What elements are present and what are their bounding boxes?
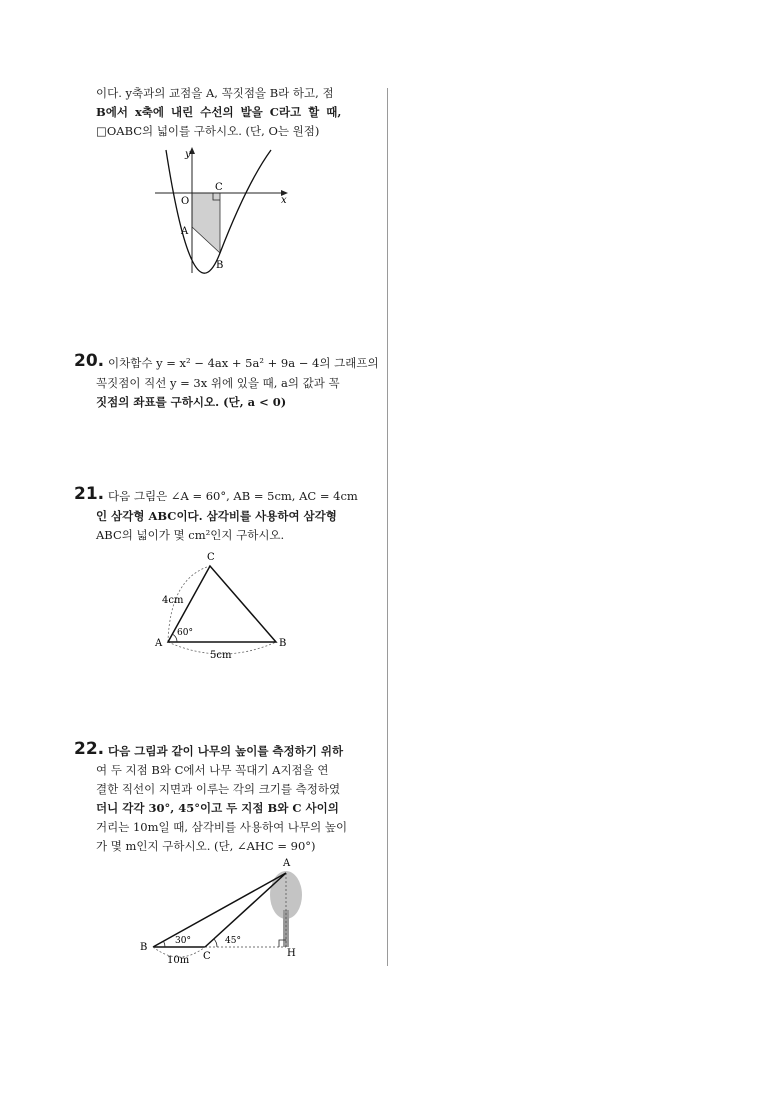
label-C: C <box>207 552 215 563</box>
question-number-22: 22. <box>74 739 105 759</box>
label-A: A <box>283 858 291 869</box>
label-angle-c: 45° <box>225 936 241 946</box>
q22-line-2: 여 두 지점 B와 C에서 나무 꼭대기 A지점을 연 <box>96 763 329 777</box>
q19-line-1: 이다. y축과의 교점을 A, 꼭짓점을 B라 하고, 점 <box>96 86 334 100</box>
q22-line-5: 거리는 10m일 때, 삼각비를 사용하여 나무의 높이 <box>96 820 348 834</box>
label-C: C <box>203 951 211 962</box>
x-axis-label: x <box>281 195 287 206</box>
q20-line-2: 꼭짓점이 직선 y = 3x 위에 있을 때, a의 값과 꼭 <box>96 376 340 390</box>
q20-line-3: 짓점의 좌표를 구하시오. (단, a < 0) <box>96 395 287 409</box>
label-angle-a: 60° <box>177 628 193 638</box>
y-axis-label: y <box>185 149 191 160</box>
question-number-20: 20. <box>74 351 105 371</box>
angle-b-arc <box>164 941 166 947</box>
angle-c-arc <box>214 939 218 948</box>
q21-line-3: ABC의 넓이가 몇 cm²인지 구하시오. <box>96 528 285 542</box>
q21-line-2: 인 삼각형 ABC이다. 삼각비를 사용하여 삼각형 <box>96 509 337 523</box>
triangle-figure <box>150 548 300 663</box>
label-bc-length: 10m <box>167 955 190 966</box>
q22-line-4: 더니 각각 30°, 45°이고 두 지점 B와 C 사이의 <box>96 801 339 815</box>
q22-line-3: 결한 직선이 지면과 이루는 각의 크기를 측정하였 <box>96 782 341 796</box>
shaded-quadrilateral <box>192 193 220 253</box>
q22-line-1: 다음 그림과 같이 나무의 높이를 측정하기 위하 <box>108 744 344 758</box>
label-angle-b: 30° <box>175 936 191 946</box>
question-number-21: 21. <box>74 484 105 504</box>
column-divider <box>387 88 388 966</box>
label-C: C <box>215 182 223 193</box>
q19-line-3: □OABC의 넓이를 구하시오. (단, O는 원점) <box>96 124 320 138</box>
label-B: B <box>140 942 148 953</box>
label-A: A <box>181 226 189 237</box>
label-B: B <box>279 638 287 649</box>
label-B: B <box>216 260 224 271</box>
q20-line-1: 이차함수 y = x² − 4ax + 5a² + 9a − 4의 그래프의 <box>108 356 379 370</box>
label-O: O <box>181 196 190 207</box>
q22-line-6: 가 몇 m인지 구하시오. (단, ∠AHC = 90°) <box>96 839 316 853</box>
label-ac-length: 4cm <box>162 595 184 606</box>
q21-line-1: 다음 그림은 ∠A = 60°, AB = 5cm, AC = 4cm <box>108 489 358 503</box>
label-H: H <box>287 948 296 959</box>
tree-figure <box>135 855 310 970</box>
label-A: A <box>155 638 163 649</box>
label-ab-length: 5cm <box>210 650 232 661</box>
parabola-figure <box>145 145 295 275</box>
sightline-ba <box>153 873 286 947</box>
q19-line-2: B에서 x축에 내린 수선의 발을 C라고 할 때, <box>96 105 342 119</box>
